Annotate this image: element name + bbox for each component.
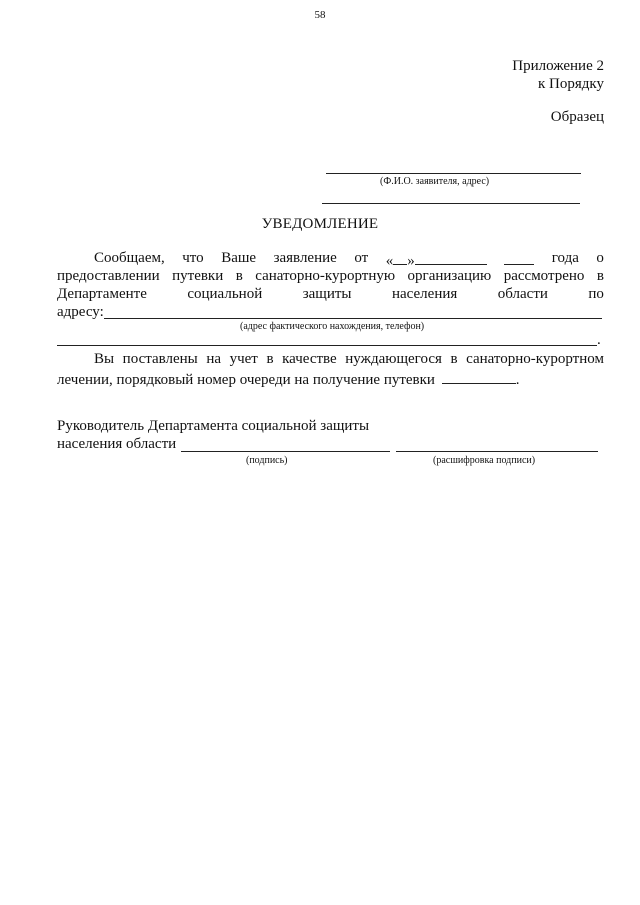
body-word: учет bbox=[229, 351, 258, 367]
body-line-2 bbox=[57, 268, 604, 285]
body-word: по bbox=[588, 286, 604, 302]
appendix-label: Приложение 2 bbox=[512, 58, 604, 74]
document-title: УВЕДОМЛЕНИЕ bbox=[261, 216, 379, 232]
queue-number-text: лечении, порядковый номер очереди на получение путевки . bbox=[57, 369, 519, 389]
signature-caption: (подпись) bbox=[246, 455, 288, 466]
applicant-caption: (Ф.И.О. заявителя, адрес) bbox=[380, 176, 490, 187]
applicant-address-line bbox=[322, 203, 580, 204]
address-caption: (адрес фактического нахождения, телефон) bbox=[240, 321, 425, 332]
body-line-3 bbox=[57, 286, 604, 303]
body-word: качестве bbox=[282, 351, 337, 367]
body-line-1 bbox=[94, 250, 604, 270]
address-label: адресу: bbox=[57, 304, 104, 320]
body-word: заявление bbox=[273, 250, 337, 266]
page-number: 58 bbox=[314, 9, 326, 21]
body-word: санаторно-курортную bbox=[255, 268, 396, 284]
signature-title-line-2: населения области bbox=[57, 436, 177, 452]
body-word: социальной bbox=[187, 286, 263, 302]
month-blank bbox=[415, 250, 487, 265]
body-word: организацию bbox=[407, 268, 492, 284]
body-word: нуждающегося bbox=[345, 351, 442, 367]
body-word: на bbox=[206, 351, 222, 367]
body-word: защиты bbox=[302, 286, 352, 302]
body-word: рассмотрено bbox=[503, 268, 585, 284]
body-word: в bbox=[450, 351, 458, 367]
address-line bbox=[104, 318, 602, 319]
body-word: Департаменте bbox=[57, 286, 147, 302]
signature-title-line-1: Руководитель Департамента социальной защиты bbox=[57, 418, 370, 434]
body-word: в bbox=[266, 351, 274, 367]
body-word: в bbox=[596, 268, 604, 284]
body-word: от bbox=[354, 250, 369, 266]
body-word: Ваше bbox=[221, 250, 257, 266]
body-word: санаторно-курортном bbox=[466, 351, 604, 367]
signature-decode-line bbox=[396, 451, 598, 452]
body-word: года bbox=[551, 250, 579, 266]
queue-number-blank bbox=[442, 369, 516, 384]
body-word: Сообщаем, bbox=[94, 250, 165, 266]
body-word: предоставлении bbox=[57, 268, 160, 284]
date-field: « » bbox=[386, 250, 487, 270]
body-word: что bbox=[182, 250, 204, 266]
address-end: . bbox=[597, 332, 601, 348]
sample-label: Образец bbox=[550, 109, 604, 125]
body-word: области bbox=[497, 286, 548, 302]
order-label: к Порядку bbox=[538, 76, 604, 92]
body-word: Вы bbox=[94, 351, 115, 367]
body-word: путевки bbox=[172, 268, 224, 284]
body-word: населения bbox=[392, 286, 458, 302]
body-word: в bbox=[235, 268, 243, 284]
day-blank bbox=[393, 250, 407, 265]
body-word: поставлены bbox=[122, 351, 198, 367]
body-word: о bbox=[596, 250, 604, 266]
signature-line bbox=[181, 451, 390, 452]
applicant-name-line bbox=[326, 173, 581, 174]
address-continuation-line bbox=[57, 345, 597, 346]
year-blank bbox=[504, 250, 534, 265]
signature-decode-caption: (расшифровка подписи) bbox=[433, 455, 536, 466]
body-line-5 bbox=[94, 351, 604, 368]
